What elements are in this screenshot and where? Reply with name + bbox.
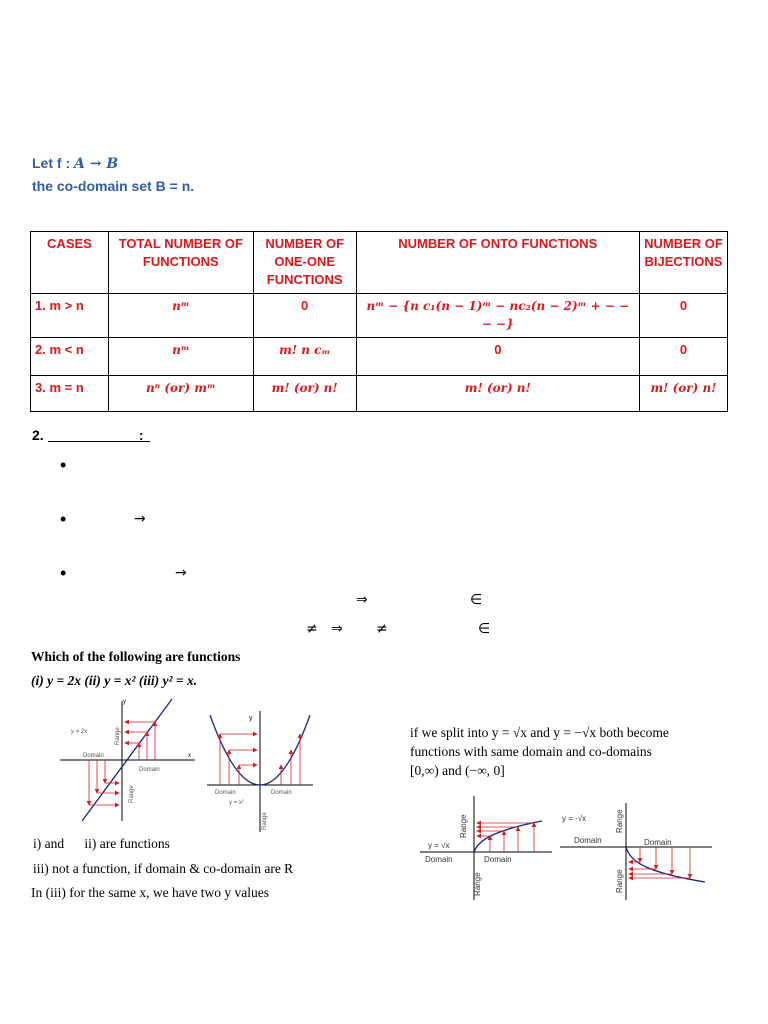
table-cell: 1. m > n <box>31 294 109 338</box>
arrow-1: → <box>134 511 146 527</box>
table-cell: m! n cₘ <box>253 338 356 376</box>
section-colon: : <box>138 427 144 443</box>
note-line-2: iii) not a function, if domain & co-domain are R <box>33 861 294 876</box>
implies-symbol: ⇒ <box>356 592 368 608</box>
header-total: TOTAL NUMBER OF FUNCTIONS <box>108 232 253 294</box>
table-cell: nᵐ <box>108 338 253 376</box>
split-line-3: [0,∞) and (−∞, 0] <box>410 763 505 778</box>
intro-line-2: the co-domain set B = n. <box>32 178 195 194</box>
not-equal-symbol: ≠ <box>376 621 388 637</box>
curve-label: y = 2x <box>71 729 88 735</box>
table-cell: 2. m < n <box>31 338 109 376</box>
curve-label: y = x² <box>229 800 244 806</box>
graph-parabola <box>205 708 315 832</box>
range-label: Range <box>115 727 121 745</box>
question-title: Which of the following are functions <box>31 649 241 664</box>
domain-label: Domain <box>271 790 292 796</box>
table-cell: 3. m = n <box>31 376 109 412</box>
header-cases: CASES <box>31 232 109 294</box>
axis-x-label: x <box>188 753 191 759</box>
range-label: Range <box>459 814 468 838</box>
table-header-row <box>31 232 728 294</box>
bullet-1: • <box>60 455 67 475</box>
axis-y-label: y <box>123 699 126 705</box>
note-line-3: In (iii) for the same x, we have two y values <box>31 885 270 900</box>
neg-sqrt-curve <box>626 847 705 882</box>
table-cell: m! (or) n! <box>639 376 727 412</box>
table-row <box>31 376 728 412</box>
range-label: Range <box>615 869 624 893</box>
element-of-symbol: ∈ <box>478 621 491 637</box>
question-options: (i) y = 2x (ii) y = x² (iii) y² = x. <box>31 673 198 688</box>
range-label: Range <box>262 812 268 830</box>
table-row <box>31 294 728 338</box>
range-label: Range <box>129 785 135 803</box>
table-cell: 0 <box>253 294 356 338</box>
axis-y-label: y <box>249 715 253 722</box>
graph-sqrt <box>420 796 552 900</box>
section-2-heading <box>32 427 150 443</box>
section-number: 2. <box>32 427 44 443</box>
bullet-3: • <box>60 563 67 583</box>
table-cell: 0 <box>639 294 727 338</box>
intro-line-1 <box>32 155 118 172</box>
table-cell: m! (or) n! <box>356 376 639 412</box>
sqrt-curve <box>474 821 542 852</box>
header-bijections: NUMBER OF BIJECTIONS <box>639 232 727 294</box>
range-label: Range <box>473 872 482 896</box>
table-cell: m! (or) n! <box>253 376 356 412</box>
implies-symbol: ⇒ <box>331 621 343 637</box>
not-equal-symbol: ≠ <box>306 621 318 637</box>
domain-label: Domain <box>139 767 160 773</box>
domain-label: Domain <box>83 753 104 759</box>
curve-label: y = -√x <box>562 814 587 823</box>
split-line-2: functions with same domain and co-domains <box>410 744 652 759</box>
arrow-2: → <box>175 565 187 581</box>
element-of-symbol: ∈ <box>470 592 483 608</box>
graph-linear <box>55 693 200 823</box>
section-title-blank <box>48 427 150 442</box>
table-row <box>31 338 728 376</box>
header-one-one: NUMBER OF ONE-ONE FUNCTIONS <box>253 232 356 294</box>
domain-label: Domain <box>644 838 672 847</box>
domain-label: Domain <box>425 855 453 864</box>
intro-math: A → B <box>74 156 119 172</box>
header-onto: NUMBER OF ONTO FUNCTIONS <box>356 232 639 294</box>
table-cell: 0 <box>356 338 639 376</box>
table-cell: 0 <box>639 338 727 376</box>
domain-label: Domain <box>215 790 236 796</box>
intro-prefix: Let f : <box>32 155 74 171</box>
range-label: Range <box>615 809 624 833</box>
table-cell: nⁿ (or) mᵐ <box>108 376 253 412</box>
domain-label: Domain <box>484 855 512 864</box>
split-line-1: if we split into y = √x and y = −√x both become <box>410 725 669 740</box>
function-count-table <box>30 231 728 412</box>
table-cell: nᵐ − {n c₁(n − 1)ᵐ − nc₂(n − 2)ᵐ + − − − −} <box>356 294 639 338</box>
note-line-1: i) and ii) are functions <box>33 836 170 851</box>
domain-label: Domain <box>574 836 602 845</box>
table-cell: nᵐ <box>108 294 253 338</box>
bullet-2: • <box>60 509 67 529</box>
graph-neg-sqrt <box>560 803 712 900</box>
curve-label: y = √x <box>428 841 450 850</box>
